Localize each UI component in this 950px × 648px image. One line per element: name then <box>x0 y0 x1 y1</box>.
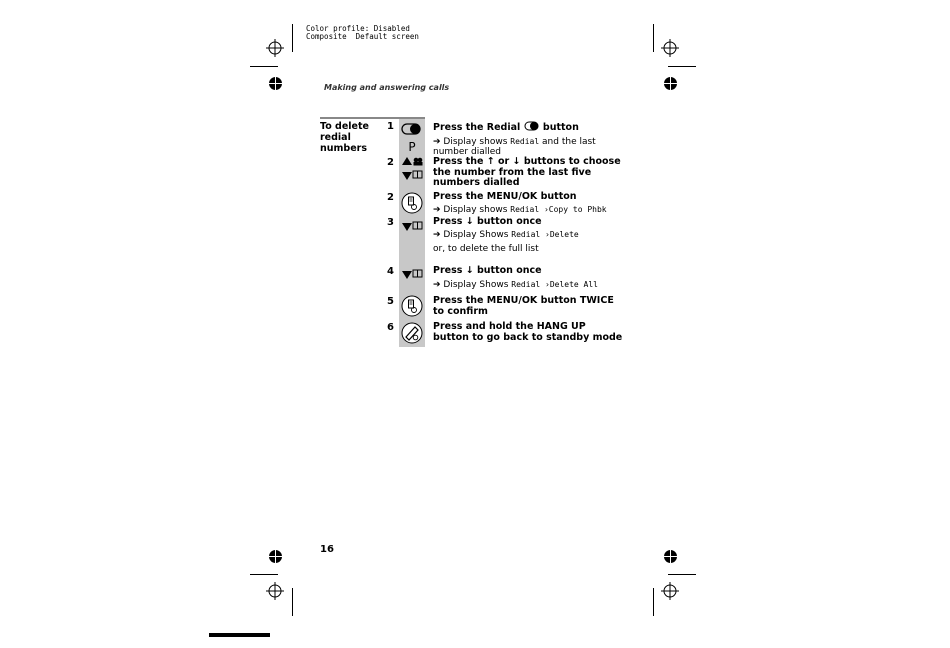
display-value: Redial <box>510 136 540 146</box>
display-value: Redial ›Copy to Phbk <box>510 204 607 214</box>
redial-icon <box>524 121 540 131</box>
display-value: Redial ›Delete All <box>511 279 598 289</box>
step-text: Press the <box>433 191 484 202</box>
step-text: Press ↓ button once <box>433 265 542 276</box>
step-text: Press ↓ button once <box>433 216 542 227</box>
down-phonebook-icon <box>400 218 424 237</box>
display-label: ➔ Display Shows <box>433 229 509 240</box>
section-title: To delete redial numbers <box>320 121 369 154</box>
registration-mark-icon <box>266 39 284 57</box>
registration-mark-icon <box>266 582 284 600</box>
step-number: 2 <box>387 157 394 168</box>
display-value: Redial ›Delete <box>511 229 579 239</box>
display-label: ➔ Display Shows <box>433 279 509 290</box>
step-number: 1 <box>387 121 394 132</box>
step-number: 3 <box>387 217 394 228</box>
display-label: and the last number dialled <box>433 136 596 157</box>
step-number: 5 <box>387 296 394 307</box>
key-name: HANG UP <box>536 321 586 332</box>
nav-up-down-icon-group <box>400 156 424 186</box>
registration-mark-icon <box>661 582 679 600</box>
print-info <box>306 25 419 41</box>
step-4 <box>433 266 623 290</box>
step-5 <box>433 296 623 317</box>
down-phonebook-icon <box>400 266 424 285</box>
step-text: button TWICE to confirm <box>433 295 614 317</box>
display-label: ➔ Display shows <box>433 204 508 215</box>
footer-bar <box>209 633 270 637</box>
step-1 <box>433 121 623 158</box>
section-header: Making and answering calls <box>324 83 450 92</box>
step-text: button to go back to standby mode <box>433 331 623 343</box>
registration-mark-icon <box>661 39 679 57</box>
p-label: P <box>408 140 416 154</box>
step-number: 4 <box>387 266 394 277</box>
print-info-line2: Composite Default screen <box>306 32 419 41</box>
step-text: Press and hold the <box>433 321 534 332</box>
display-label: ➔ Display shows <box>433 136 508 147</box>
step-2b <box>433 192 623 215</box>
step-3 <box>433 217 623 255</box>
step-number: 2 <box>387 192 394 203</box>
step-number: 6 <box>387 322 394 333</box>
step-note: or, to delete the full list <box>433 244 539 254</box>
key-name: Redial <box>486 122 521 133</box>
step-text: Press the <box>433 295 484 306</box>
step-text: Press the <box>433 122 484 133</box>
redial-icon-group <box>400 121 424 153</box>
registration-dot-icon <box>664 550 677 563</box>
up-down-phonebook-icon <box>400 156 424 182</box>
menu-ok-icon <box>400 192 424 218</box>
registration-dot-icon <box>269 77 282 90</box>
menu-ok-icon <box>400 295 424 321</box>
registration-dot-icon <box>269 550 282 563</box>
registration-dot-icon <box>664 77 677 90</box>
step-text: button <box>542 122 579 133</box>
key-name: MENU/OK <box>486 295 538 306</box>
print-info-line1: Color profile: Disabled <box>306 24 410 33</box>
step-text: button <box>540 191 577 202</box>
hang-up-icon <box>400 322 424 348</box>
step-6 <box>433 322 623 343</box>
step-2: Press the ↑ or ↓ buttons to choose the number from the last five numbers dialled <box>433 156 621 188</box>
key-name: MENU/OK <box>486 191 538 202</box>
redial-icon <box>400 122 424 136</box>
page-number: 16 <box>320 544 334 555</box>
